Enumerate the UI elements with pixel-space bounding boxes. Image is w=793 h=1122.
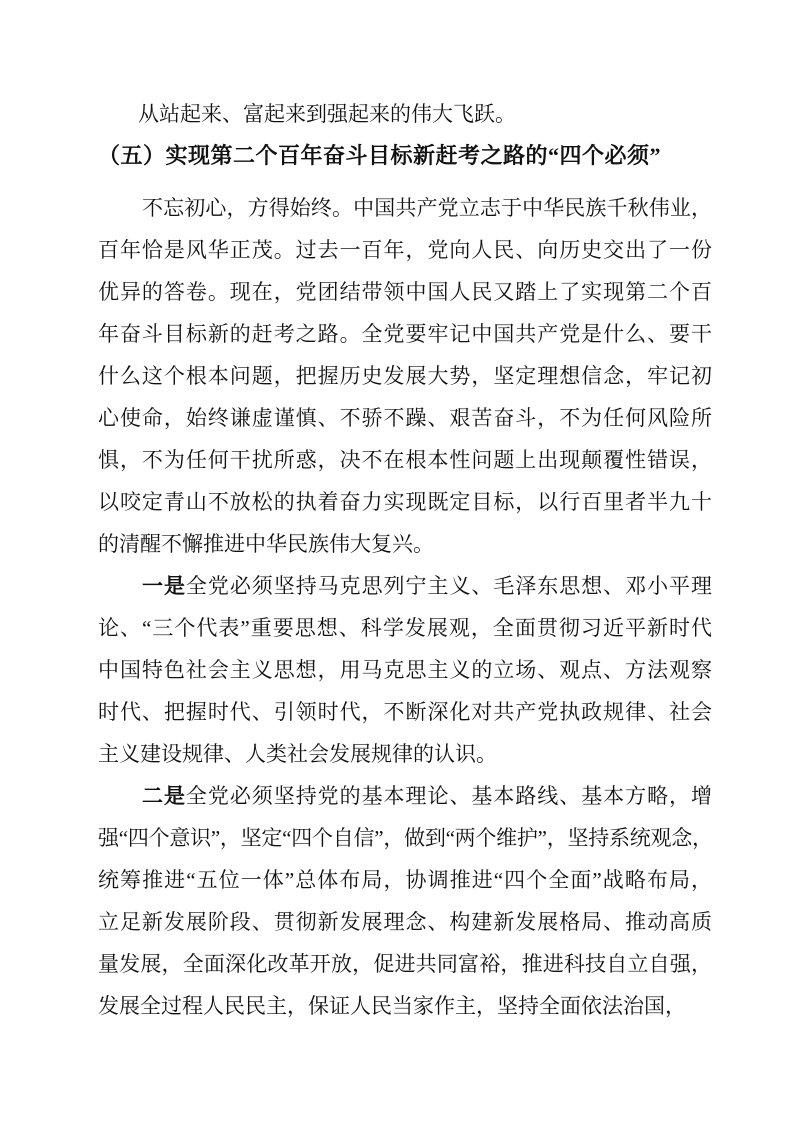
paragraph-line: 中国特色社会主义思想，用马克思主义的立场、观点、方法观察 xyxy=(98,658,712,682)
paragraph-lead: 一是 xyxy=(142,574,186,598)
paragraph-line-text: 全党必须坚持马克思列宁主义、毛泽东思想、邓小平理 xyxy=(185,574,712,598)
paragraph-line: 统筹推进“五位一体”总体布局，协调推进“四个全面”战略布局， xyxy=(98,868,712,892)
paragraph-line: 立足新发展阶段、贯彻新发展理念、构建新发展格局、推动高质 xyxy=(98,910,712,934)
paragraph-line: 以咬定青山不放松的执着奋力实现既定目标，以行百里者半九十 xyxy=(98,490,712,514)
paragraph-line-text: 全党必须坚持党的基本理论、基本路线、基本方略，增 xyxy=(185,784,712,808)
paragraph-line: 心使命，始终谦虚谨慎、不骄不躁、艰苦奋斗，不为任何风险所 xyxy=(98,406,712,430)
paragraph-last-line: 发展全过程人民民主，保证人民当家作主，坚持全面依法治国， xyxy=(98,994,686,1018)
paragraph-line: 惧，不为任何干扰所惑，决不在根本性问题上出现颠覆性错误， xyxy=(98,448,712,472)
paragraph-line: 量发展，全面深化改革开放，促进共同富裕，推进科技自立自强， xyxy=(98,952,712,976)
paragraph-last-line: 主义建设规律、人类社会发展规律的认识。 xyxy=(98,742,497,766)
document-content xyxy=(98,93,712,1027)
paragraph-line: 优异的答卷。现在，党团结带领中国人民又踏上了实现第二个百 xyxy=(98,280,712,304)
paragraph-line: 强“四个意识”，坚定“四个自信”，做到“两个维护”，坚持系统观念， xyxy=(98,826,712,850)
paragraph-fragment-line: 从站起来、富起来到强起来的伟大飞跃。 xyxy=(138,102,516,126)
paragraph-line: 什么这个根本问题，把握历史发展大势，坚定理想信念，牢记初 xyxy=(98,364,712,388)
paragraph-line xyxy=(98,775,712,817)
paragraph-last-line: 的清醒不懈推进中华民族伟大复兴。 xyxy=(98,532,434,556)
paragraph-line: 百年恰是风华正茂。过去一百年，党向人民、向历史交出了一份 xyxy=(98,238,712,262)
paragraph-line xyxy=(98,565,712,607)
paragraph-lead: 二是 xyxy=(142,784,186,808)
paragraph-line: 时代、把握时代、引领时代，不断深化对共产党执政规律、社会 xyxy=(98,700,712,724)
section-heading: （五）实现第二个百年奋斗目标新赶考之路的“四个必须” xyxy=(98,143,662,168)
paragraph-line: 不忘初心，方得始终。中国共产党立志于中华民族千秋伟业， xyxy=(142,196,712,220)
paragraph-line: 论、“三个代表”重要思想、科学发展观，全面贯彻习近平新时代 xyxy=(98,616,712,640)
paragraph-line: 年奋斗目标新的赶考之路。全党要牢记中国共产党是什么、要干 xyxy=(98,322,712,346)
